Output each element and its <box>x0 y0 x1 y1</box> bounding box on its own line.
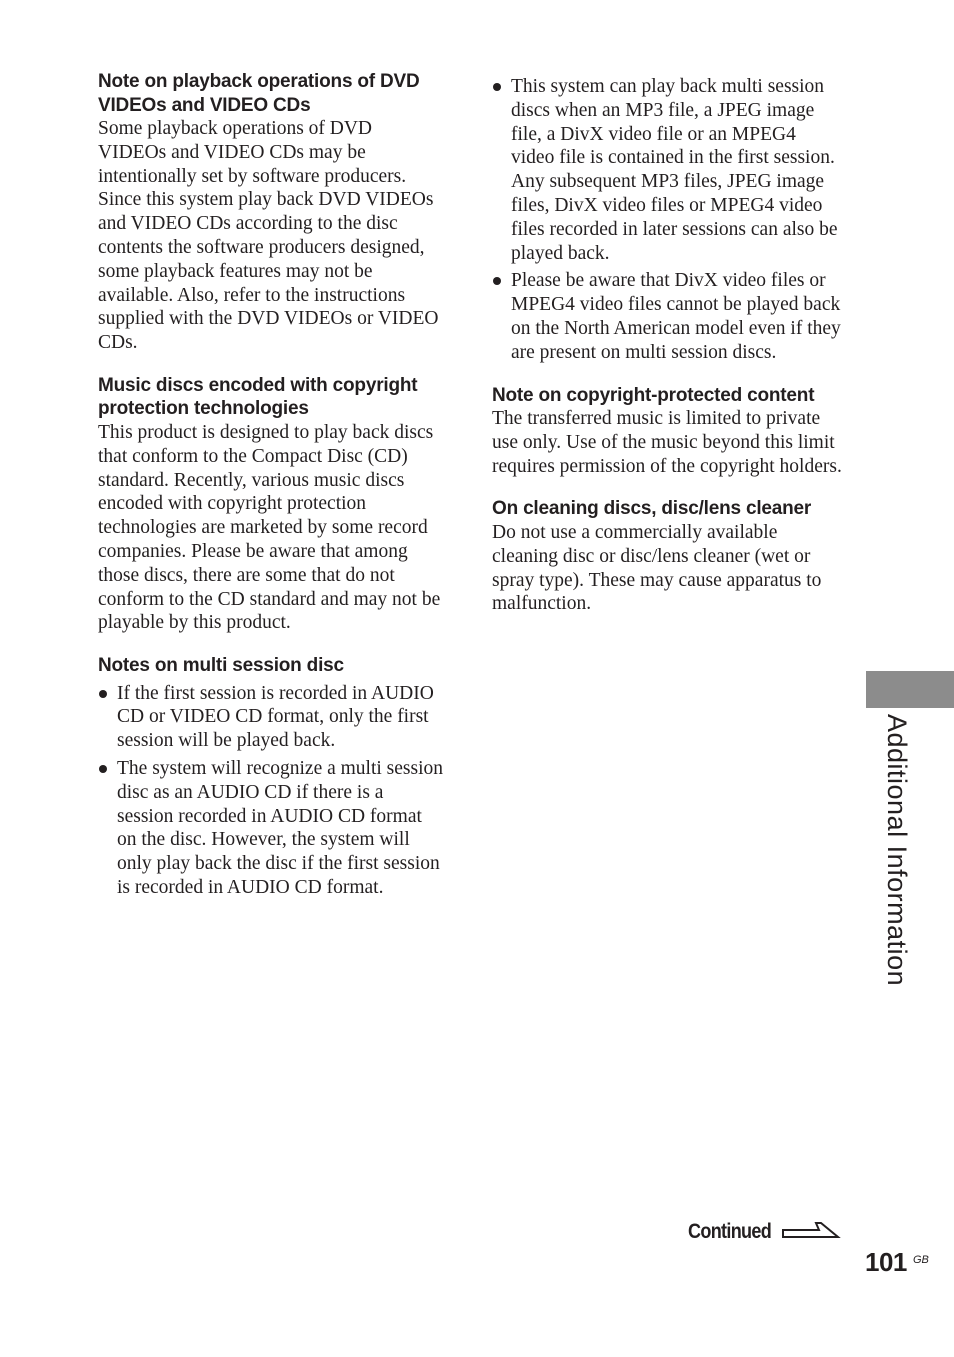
section-copyright-protection <box>98 374 443 635</box>
continued-indicator <box>688 1217 841 1247</box>
bullet-icon <box>493 83 501 91</box>
page-number: 101 <box>865 1247 907 1277</box>
section-heading: Note on playback operations of DVD VIDEOs and VIDEO CDs <box>98 71 420 116</box>
side-tab-label: Additional Information <box>882 714 912 987</box>
list-item-text: The system will recognize a multi session disc as an AUDIO CD if there is a session recorded in AUDIO CD format on the disc. However, the system will only play back the disc if the first session is recorded in AUDIO CD format. <box>117 758 444 899</box>
continued-arrow-icon <box>781 1220 841 1244</box>
section-heading: On cleaning discs, disc/lens cleaner <box>492 498 812 520</box>
section-heading: Notes on multi session disc <box>98 655 344 677</box>
section-heading: Note on copyright-protected content <box>492 384 815 406</box>
section-multi-session-continued <box>492 75 844 365</box>
section-copyright-content <box>492 384 844 479</box>
section-body: This product is designed to play back discs that conform to the Compact Disc (CD) standard. Recently, various music discs encoded with copyright protection technologies are marketed by some record companies. Please be aware that among those discs, there are some that do not conform to the CD standard and may not be playable by this product. <box>98 421 441 634</box>
bullet-icon <box>99 765 107 773</box>
section-multi-session <box>98 654 443 900</box>
section-playback-operations <box>98 70 443 355</box>
list-item-text: Please be aware that DivX video files or MPEG4 video files cannot be played back on the North American model even if they are present on multi session discs. <box>511 270 841 363</box>
list-item <box>492 75 844 265</box>
continued-label: Continued <box>688 1220 772 1243</box>
list-item-text: This system can play back multi session discs when an MP3 file, a JPEG image file, a DivX video file or an MPEG4 video file is contained in the first session. Any subsequent MP3 files, JPEG image files, DivX video files or MPEG4 video files recorded in later sessions can also be played back. <box>511 76 838 264</box>
page-number-suffix: GB <box>913 1254 929 1266</box>
bullet-icon <box>493 277 501 285</box>
bullet-list <box>492 75 844 365</box>
section-body: The transferred music is limited to private use only. Use of the music beyond this limit requires permission of the copyright holders. <box>492 408 842 477</box>
section-body: Some playback operations of DVD VIDEOs and VIDEO CDs may be intentionally set by software producers. Since this system play back DVD VIDEOs and VIDEO CDs according to the disc contents the software producers designed, some playback features may not be available. Also, refer to the instructions supplied with the DVD VIDEOs or VIDEO CDs. <box>98 118 439 354</box>
section-heading: Music discs encoded with copyright protection technologies <box>98 374 418 420</box>
side-tab-marker <box>866 671 954 708</box>
right-column <box>492 75 844 635</box>
section-body: Do not use a commercially available cleaning disc or disc/lens cleaner (wet or spray type). These may cause apparatus to malfunction. <box>492 521 822 615</box>
section-cleaning-discs <box>492 497 844 616</box>
bullet-list <box>98 682 443 900</box>
list-item <box>98 682 443 753</box>
left-column <box>98 70 443 919</box>
bullet-icon <box>99 690 107 698</box>
list-item <box>98 757 443 900</box>
list-item <box>492 269 844 364</box>
list-item-text: If the first session is recorded in AUDIO CD or VIDEO CD format, only the first session will be played back. <box>117 682 434 752</box>
